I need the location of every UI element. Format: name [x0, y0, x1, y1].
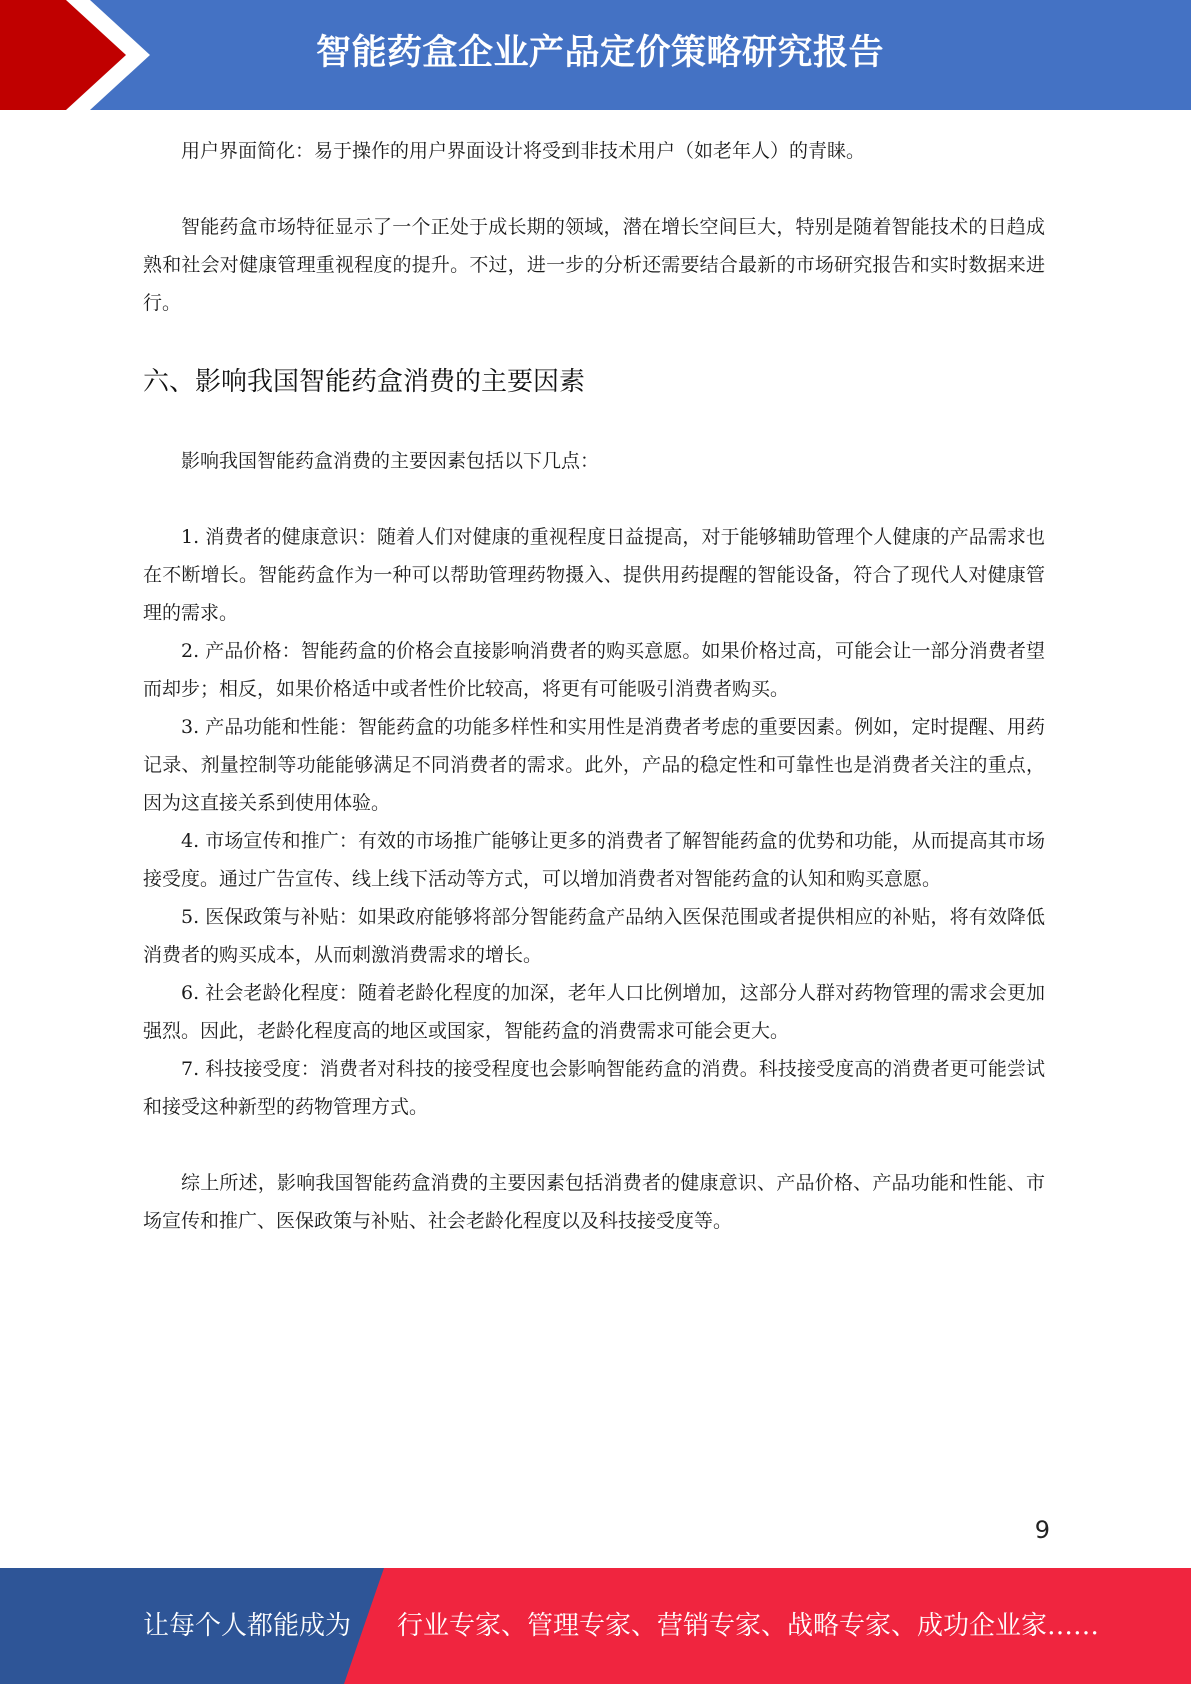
header-banner — [0, 0, 1191, 110]
factor-list — [143, 518, 1045, 1126]
section-heading: 六、影响我国智能药盒消费的主要因素 — [143, 367, 586, 397]
footer-slogan-right: 行业专家、管理专家、营销专家、战略专家、成功企业家…… — [397, 1611, 1100, 1641]
report-title: 智能药盒企业产品定价策略研究报告 — [315, 33, 884, 73]
intro-paragraph-2: 智能药盒市场特征显示了一个正处于成长期的领域，潜在增长空间巨大，特别是随着智能技术的日趋成熟和社会对健康管理重视程度的提升。不过，进一步的分析还需要结合最新的市场研究报告和实时数据来进行。 — [143, 216, 1045, 314]
chevron-arrow-icon — [0, 0, 160, 110]
list-item: 2. 产品价格：智能药盒的价格会直接影响消费者的购买意愿。如果价格过高，可能会让一部分消费者望而却步；相反，如果价格适中或者性价比较高，将更有可能吸引消费者购买。 — [143, 640, 1045, 700]
intro-paragraph-1: 用户界面简化：易于操作的用户界面设计将受到非技术用户（如老年人）的青睐。 — [181, 140, 866, 162]
document-body — [143, 132, 1045, 1240]
section-lead: 影响我国智能药盒消费的主要因素包括以下几点： — [181, 450, 600, 472]
footer-slogan-left: 让每个人都能成为 — [143, 1611, 352, 1641]
footer-banner — [0, 1568, 1191, 1684]
page-number: 9 — [1034, 1516, 1050, 1544]
list-item: 4. 市场宣传和推广：有效的市场推广能够让更多的消费者了解智能药盒的优势和功能，从而提高其市场接受度。通过广告宣传、线上线下活动等方式，可以增加消费者对智能药盒的认知和购买意愿。 — [143, 830, 1045, 890]
list-item: 7. 科技接受度：消费者对科技的接受程度也会影响智能药盒的消费。科技接受度高的消费者更可能尝试和接受这种新型的药物管理方式。 — [143, 1058, 1045, 1118]
list-item: 6. 社会老龄化程度：随着老龄化程度的加深，老年人口比例增加，这部分人群对药物管理的需求会更加强烈。因此，老龄化程度高的地区或国家，智能药盒的消费需求可能会更大。 — [143, 982, 1045, 1042]
list-item: 3. 产品功能和性能：智能药盒的功能多样性和实用性是消费者考虑的重要因素。例如，定时提醒、用药记录、剂量控制等功能能够满足不同消费者的需求。此外，产品的稳定性和可靠性也是消费者关注的重点，因为这直接关系到使用体验。 — [143, 716, 1045, 814]
summary-paragraph: 综上所述，影响我国智能药盒消费的主要因素包括消费者的健康意识、产品价格、产品功能和性能、市场宣传和推广、医保政策与补贴、社会老龄化程度以及科技接受度等。 — [143, 1172, 1045, 1232]
list-item: 1. 消费者的健康意识：随着人们对健康的重视程度日益提高，对于能够辅助管理个人健康的产品需求也在不断增长。智能药盒作为一种可以帮助管理药物摄入、提供用药提醒的智能设备，符合了现代人对健康管理的需求。 — [143, 526, 1045, 624]
list-item: 5. 医保政策与补贴：如果政府能够将部分智能药盒产品纳入医保范围或者提供相应的补贴，将有效降低消费者的购买成本，从而刺激消费需求的增长。 — [143, 906, 1045, 966]
